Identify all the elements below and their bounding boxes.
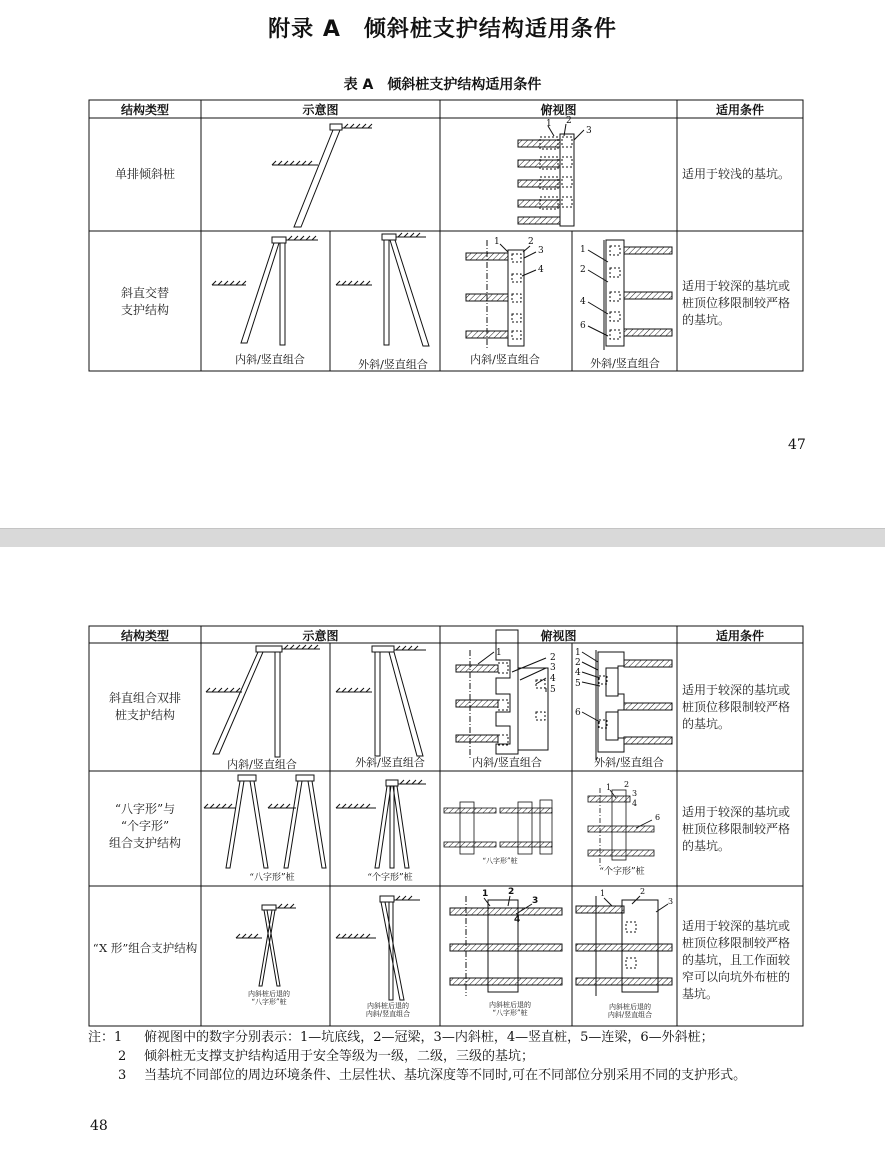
header-conditions: 适用条件 (715, 629, 764, 643)
plan-caption: “个字形”桩 (599, 867, 645, 877)
svg-text:1: 1 (575, 648, 581, 658)
svg-text:1: 1 (494, 237, 500, 247)
table-notes (88, 1028, 808, 1085)
svg-text:1: 1 (482, 889, 489, 899)
svg-text:5: 5 (575, 679, 581, 689)
plan-caption: 内斜桩后退的 内斜/竖直组合 (607, 1003, 653, 1019)
note-item (88, 1047, 808, 1066)
header-plan-view: 俯视图 (540, 103, 577, 117)
row-condition: 适用于较深的基坑或桩顶位移限制较严格的基坑，且工作面较窄可以向坑外布桩的基坑。 (682, 919, 791, 1001)
plan-caption: 内斜/竖直组合 (472, 756, 542, 769)
svg-text:4: 4 (514, 915, 521, 925)
svg-text:2: 2 (640, 887, 646, 896)
plan-outer-vertical (588, 240, 672, 350)
schematic-caption: 外斜/竖直组合 (358, 358, 428, 371)
header-structure-type: 结构类型 (120, 629, 169, 643)
note-item (88, 1028, 808, 1047)
svg-text:2: 2 (624, 780, 630, 789)
svg-text:1: 1 (580, 245, 586, 255)
svg-text:2: 2 (550, 653, 556, 663)
header-plan-view: 俯视图 (540, 629, 577, 643)
diagram-double-row-outer (336, 646, 426, 756)
plan-caption: 内斜桩后退的 “八字形”桩 (489, 1001, 531, 1017)
svg-text:2: 2 (508, 887, 515, 897)
svg-text:3: 3 (632, 789, 638, 798)
schematic-caption: “八字形”桩 (249, 873, 295, 883)
row-condition: 适用于较深的基坑或桩顶位移限制较严格的基坑。 (682, 683, 791, 731)
schematic-caption: 内斜桩后退的 内斜/竖直组合 (365, 1002, 411, 1018)
svg-text:4: 4 (538, 265, 544, 275)
svg-text:3: 3 (586, 126, 592, 136)
svg-text:1: 1 (606, 783, 612, 792)
schematic-caption: 内斜桩后退的 “八字形”桩 (248, 990, 290, 1006)
svg-text:4: 4 (575, 668, 581, 678)
header-schematic: 示意图 (302, 629, 339, 643)
plan-caption: 内斜/竖直组合 (470, 353, 540, 366)
schematic-caption: 外斜/竖直组合 (355, 756, 425, 769)
svg-text:6: 6 (580, 321, 586, 331)
plan-eight-shape (444, 800, 552, 854)
note-label: 注：1 (88, 1030, 123, 1045)
diagram-inner-vertical (212, 236, 318, 345)
svg-text:3: 3 (538, 246, 544, 256)
header-structure-type: 结构类型 (120, 103, 169, 117)
note-item (88, 1066, 808, 1085)
appendix-title: 附录 A 倾斜桩支护结构适用条件 (268, 17, 617, 42)
svg-text:4: 4 (632, 799, 638, 808)
svg-text:6: 6 (575, 708, 581, 718)
svg-text:1: 1 (496, 648, 502, 658)
row-type: “八字形”与 “个字形” 组合支护结构 (108, 802, 181, 850)
svg-text:4: 4 (580, 297, 586, 307)
note-text: 倾斜桩无支撑支护结构适用于安全等级为一级，二级，三级的基坑； (144, 1049, 535, 1064)
note-number: 3 (118, 1068, 127, 1083)
plan-caption: 外斜/竖直组合 (594, 756, 664, 769)
row-type: 斜直组合双排 桩支护结构 (108, 691, 181, 722)
row-type: “X 形”组合支护结构 (92, 941, 198, 955)
plan-caption: “八字形”桩 (482, 857, 518, 865)
row-type: 单排倾斜桩 (114, 167, 175, 181)
svg-text:1: 1 (546, 119, 552, 129)
svg-text:2: 2 (580, 265, 586, 275)
svg-text:1: 1 (600, 889, 606, 898)
svg-text:2: 2 (575, 658, 581, 668)
diagram-eight-shape-piles (204, 775, 326, 868)
diagram-arrow-shape-piles (336, 780, 426, 868)
header-conditions: 适用条件 (715, 103, 764, 117)
table-caption: 表 A 倾斜桩支护结构适用条件 (343, 77, 542, 93)
row-condition: 适用于较深的基坑或桩顶位移限制较严格的基坑。 (682, 279, 791, 327)
header-schematic: 示意图 (302, 103, 339, 117)
diagram-x-shape-vertical (336, 896, 420, 1000)
page-number: 47 (788, 437, 806, 453)
schematic-caption: “个字形”桩 (367, 873, 413, 883)
svg-text:5: 5 (550, 685, 556, 695)
plan-inner-vertical (466, 240, 536, 350)
plan-arrow-shape (588, 788, 654, 866)
diagram-outer-vertical (336, 233, 429, 346)
plan-x-shape-vertical (576, 896, 672, 996)
svg-text:3: 3 (532, 896, 539, 906)
note-text: 当基坑不同部位的周边环境条件、土层性状、基坑深度等不同时,可在不同部位分别采用不同的支护形式。 (144, 1068, 747, 1083)
page-number: 48 (90, 1118, 108, 1134)
svg-text:2: 2 (566, 116, 572, 126)
note-text: 俯视图中的数字分别表示：1—坑底线，2—冠梁，3—内斜桩，4—竖直桩，5—连梁，6—外斜桩； (144, 1030, 714, 1045)
row-condition: 适用于较深的基坑或桩顶位移限制较严格的基坑。 (682, 805, 791, 853)
plan-x-shape-eight (450, 896, 562, 996)
row-type: 斜直交替 支护结构 (120, 286, 169, 317)
diagram-double-row-inner (206, 645, 320, 757)
svg-text:6: 6 (655, 813, 661, 822)
plan-single-inclined-pile (518, 124, 584, 226)
svg-text:3: 3 (668, 897, 674, 906)
schematic-caption: 内斜/竖直组合 (227, 758, 297, 771)
svg-text:4: 4 (550, 674, 556, 684)
svg-text:3: 3 (550, 663, 556, 673)
row-condition: 适用于较浅的基坑。 (682, 167, 791, 181)
plan-double-row-inner (456, 630, 548, 760)
diagram-x-shape-eight (236, 904, 296, 986)
plan-caption: 外斜/竖直组合 (590, 357, 660, 370)
schematic-caption: 内斜/竖直组合 (235, 353, 305, 366)
note-number: 2 (118, 1049, 127, 1064)
diagram-single-inclined-pile (272, 124, 372, 227)
plan-double-row-outer (582, 650, 672, 760)
svg-text:2: 2 (528, 237, 534, 247)
